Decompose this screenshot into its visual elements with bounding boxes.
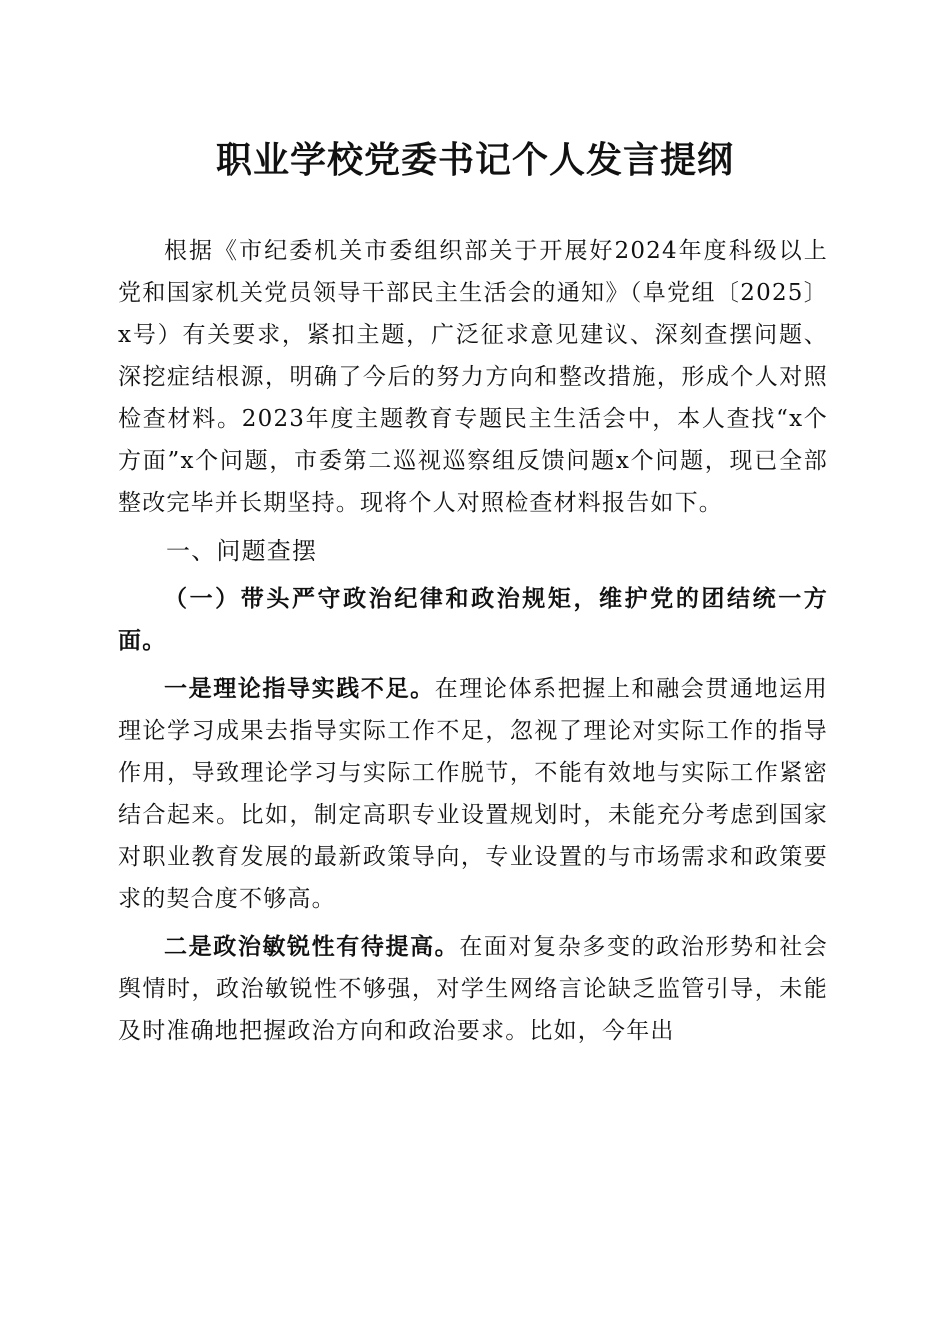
item-lead-theory-practice: 一是理论指导实践不足。 [164, 675, 435, 702]
item-text-theory-practice: 在理论体系把握上和融会贯通地运用理论学习成果去指导实际工作不足，忽视了理论对实际工作的指导作用，导致理论学习与实际工作脱节，不能有效地与实际工作紧密结合起来。比如，制定高职专业设置规划时，未能充分考虑到国家对职业教育发展的最新政策导向，专业设置的与市场需求和政策要求的契合度不够高。 [118, 676, 828, 912]
item-text-political-sensitivity: 在面对复杂多变的政治形势和社会舆情时，政治敏锐性不够强，对学生网络言论缺乏监管引导，未能及时准确地把握政治方向和政治要求。比如，今年出 [118, 934, 829, 1044]
intro-paragraph: 根据《市纪委机关市委组织部关于开展好2024年度科级以上党和国家机关党员领导干部民主生活会的通知》（阜党组〔2025〕x号）有关要求，紧扣主题，广泛征求意见建议、深刻查摆问题、深挖症结根源，明确了今后的努力方向和整改措施，形成个人对照检查材料。2023年度主题教育专题民主生活会中，本人查找“x个方面”x个问题，市委第二巡视巡察组反馈问题x个问题，现已全部整改完毕并长期坚持。现将个人对照检查材料报告如下。 [118, 238, 828, 516]
subsection-heading-political-discipline: （一）带头严守政治纪律和政治规矩，维护党的团结统一方面。 [118, 585, 828, 654]
document-body [118, 230, 828, 1058]
item-lead-political-sensitivity: 二是政治敏锐性有待提高。 [164, 933, 460, 960]
item-paragraph-theory-practice [118, 668, 828, 920]
document-title: 职业学校党委书记个人发言提纲 [215, 139, 734, 181]
section-heading-problems: 一、问题查摆 [166, 537, 318, 565]
item-paragraph-political-sensitivity [118, 926, 828, 1052]
